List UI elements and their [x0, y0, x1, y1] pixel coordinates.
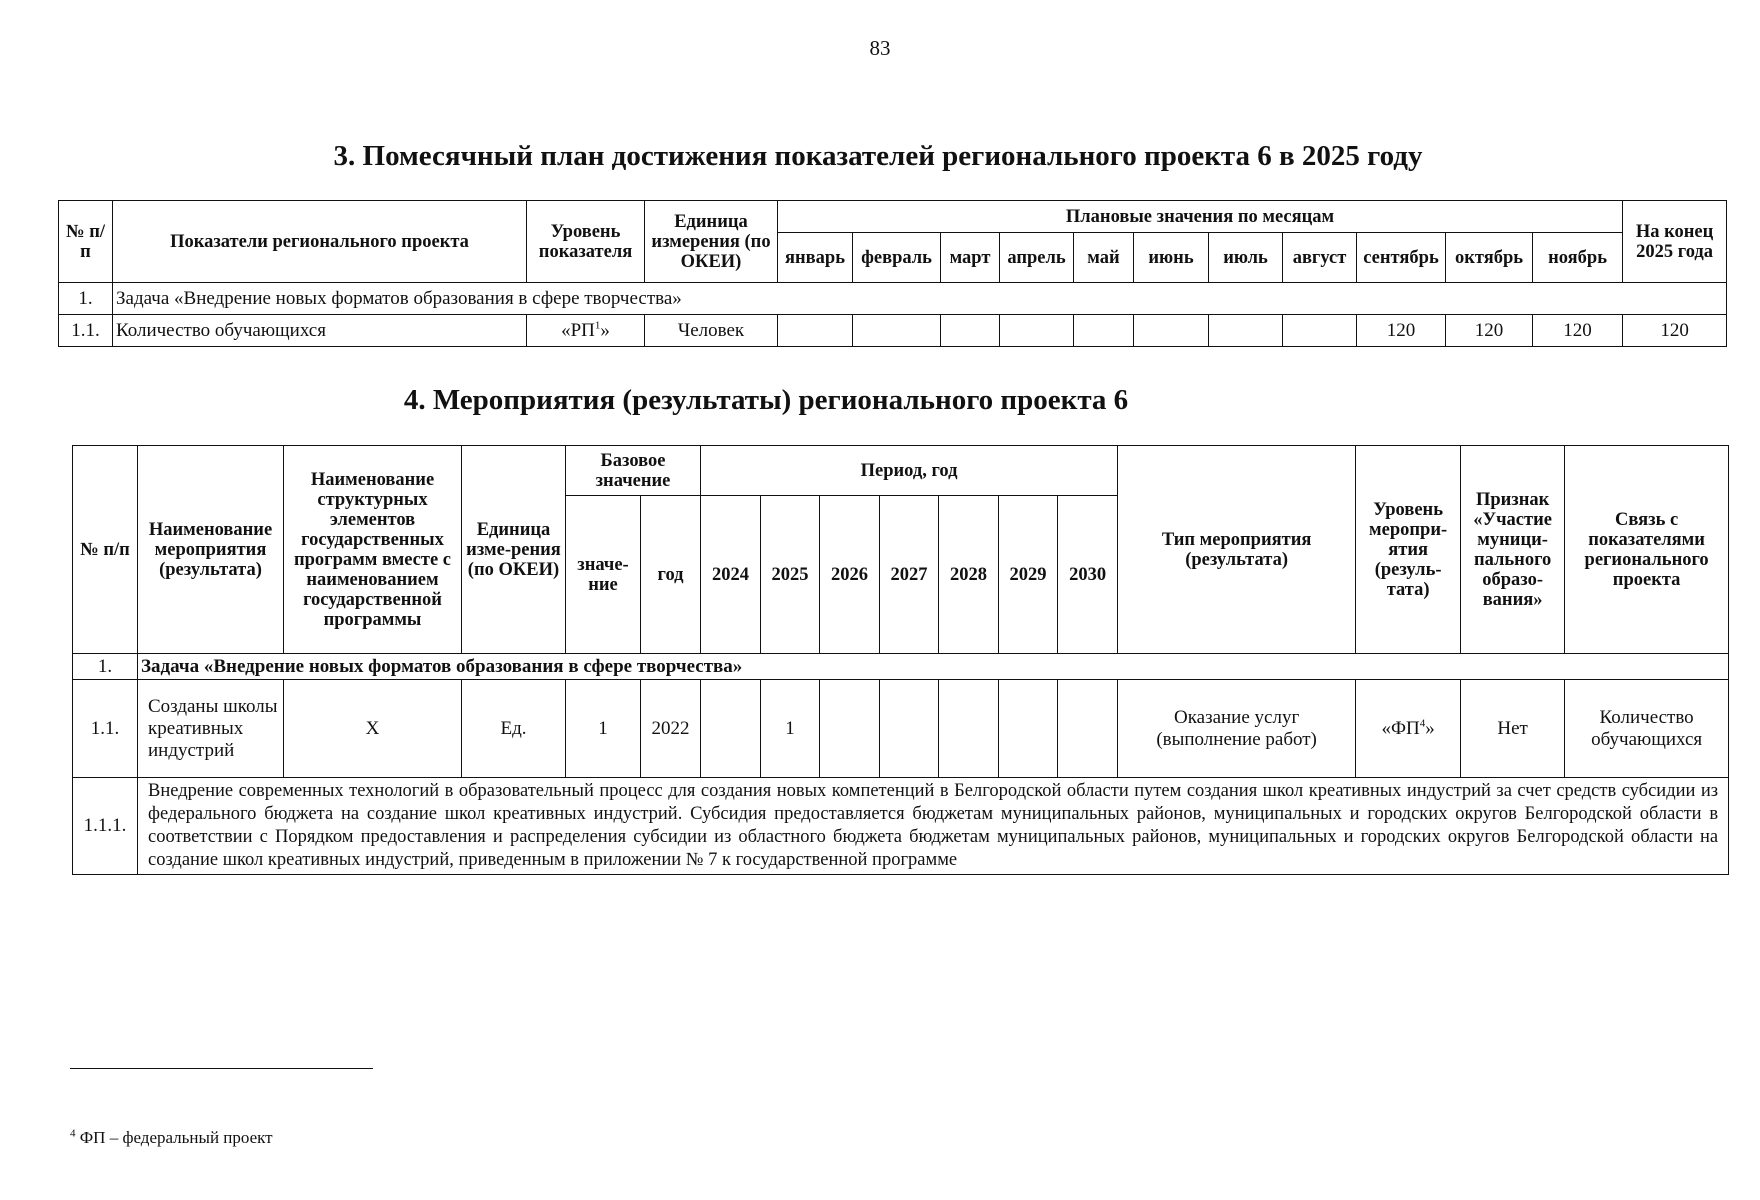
header-indicator: Показатели регионального проекта	[113, 201, 527, 283]
row-num: 1.1.	[59, 315, 113, 347]
header-num: № п/п	[59, 201, 113, 283]
table-row	[73, 680, 1729, 778]
month-header: июль	[1209, 233, 1283, 283]
page-number: 83	[869, 36, 891, 60]
header-planned-values: Плановые значения по месяцам	[778, 201, 1623, 233]
activity-type: Оказание услуг (выполнение работ)	[1118, 680, 1356, 778]
header-structural-elements: Наименование структурных элементов государственных программ вместе с наименованием государственной программы	[284, 446, 462, 654]
year-header: 2029	[999, 496, 1058, 654]
month-header: сентябрь	[1357, 233, 1446, 283]
header-base-value-year: год	[641, 496, 701, 654]
footnote-mark: 1	[594, 319, 601, 332]
activity-description: Внедрение современных технологий в образовательный процесс для создания новых компетенций в Белгородской области путем создания школ креативных индустрий за счет средств субсидии из федерального бюджета на создание школ креативных индустрий. Субсидия предоставляется бюджетам муниципальных районов, муниципальных и городских округов Белгородской области в соответствии с Порядком предоставления и распределения субсидии из областного бюджета бюджетам муниципальных районов, муниципальных и городских округов Белгородской области на создание школ креативных индустрий, приведенным в приложении № 7 к государственной программе	[138, 778, 1729, 875]
footnote-mark: 4	[70, 1127, 76, 1140]
footnote-divider	[70, 1068, 373, 1069]
footnote	[70, 1128, 273, 1148]
task-text: Задача «Внедрение новых форматов образования в сфере творчества»	[138, 654, 1729, 680]
month-value: 120	[1357, 315, 1446, 347]
end-value: 120	[1623, 315, 1727, 347]
year-value	[880, 680, 939, 778]
header-level: Уровень показателя	[527, 201, 645, 283]
footnote-mark: 4	[1419, 717, 1426, 730]
footnote-text: ФП – федеральный проект	[75, 1128, 273, 1147]
header-indicator-link: Связь с показателями регионального проекта	[1565, 446, 1729, 654]
month-value	[1134, 315, 1209, 347]
municipal-flag: Нет	[1461, 680, 1565, 778]
base-value: 1	[566, 680, 641, 778]
month-header: август	[1283, 233, 1357, 283]
year-header: 2030	[1058, 496, 1118, 654]
activities-table	[72, 445, 1729, 875]
activity-unit: Ед.	[462, 680, 566, 778]
base-year: 2022	[641, 680, 701, 778]
row-num: 1.1.	[73, 680, 138, 778]
month-header: июнь	[1134, 233, 1209, 283]
month-header: апрель	[1000, 233, 1074, 283]
year-value	[701, 680, 761, 778]
month-header: февраль	[853, 233, 941, 283]
header-unit: Единица измерения (по ОКЕИ)	[645, 201, 778, 283]
header-unit: Единица изме-рения (по ОКЕИ)	[462, 446, 566, 654]
year-header: 2027	[880, 496, 939, 654]
task-num: 1.	[73, 654, 138, 680]
month-value: 120	[1533, 315, 1623, 347]
month-value	[1000, 315, 1074, 347]
indicator-level: «$РП^1$»	[527, 315, 645, 347]
month-header: март	[941, 233, 1000, 283]
year-header: 2028	[939, 496, 999, 654]
year-header: 2026	[820, 496, 880, 654]
table-row	[59, 283, 1727, 315]
header-base-value-value: значе-ние	[566, 496, 641, 654]
header-period: Период, год	[701, 446, 1118, 496]
month-header: январь	[778, 233, 853, 283]
activity-name: Созданы школы креативных индустрий	[138, 680, 284, 778]
table-row	[73, 778, 1729, 875]
section-4-title: 4. Мероприятия (результаты) регионального проекта 6	[403, 384, 1129, 416]
month-header: ноябрь	[1533, 233, 1623, 283]
month-value	[1283, 315, 1357, 347]
year-value	[820, 680, 880, 778]
year-header: 2025	[761, 496, 820, 654]
month-value	[1209, 315, 1283, 347]
year-value	[1058, 680, 1118, 778]
table-row	[59, 315, 1727, 347]
activity-level: «$ФП^4$»	[1356, 680, 1461, 778]
header-end-of-year: На конец 2025 года	[1623, 201, 1727, 283]
month-header: май	[1074, 233, 1134, 283]
year-value	[939, 680, 999, 778]
indicator-unit: Человек	[645, 315, 778, 347]
header-activity-level: Уровень меропри-ятия (резуль-тата)	[1356, 446, 1461, 654]
task-num: 1.	[59, 283, 113, 315]
indicator-link: Количество обучающихся	[1565, 680, 1729, 778]
structural-element: Х	[284, 680, 462, 778]
month-value: 120	[1446, 315, 1533, 347]
month-value	[941, 315, 1000, 347]
table-row	[73, 654, 1729, 680]
year-value	[999, 680, 1058, 778]
header-activity-name: Наименование мероприятия (результата)	[138, 446, 284, 654]
monthly-plan-table	[58, 200, 1727, 347]
year-header: 2024	[701, 496, 761, 654]
row-num: 1.1.1.	[73, 778, 138, 875]
header-activity-type: Тип мероприятия (результата)	[1118, 446, 1356, 654]
header-base-value: Базовое значение	[566, 446, 701, 496]
header-num: № п/п	[73, 446, 138, 654]
section-3-title: 3. Помесячный план достижения показателей регионального проекта 6 в 2025 году	[333, 140, 1423, 172]
month-header: октябрь	[1446, 233, 1533, 283]
year-value: 1	[761, 680, 820, 778]
header-municipal-flag: Признак «Участие муници-пального образо-вания»	[1461, 446, 1565, 654]
month-value	[853, 315, 941, 347]
indicator-name: Количество обучающихся	[113, 315, 527, 347]
task-text: Задача «Внедрение новых форматов образования в сфере творчества»	[113, 283, 1727, 315]
month-value	[778, 315, 853, 347]
month-value	[1074, 315, 1134, 347]
